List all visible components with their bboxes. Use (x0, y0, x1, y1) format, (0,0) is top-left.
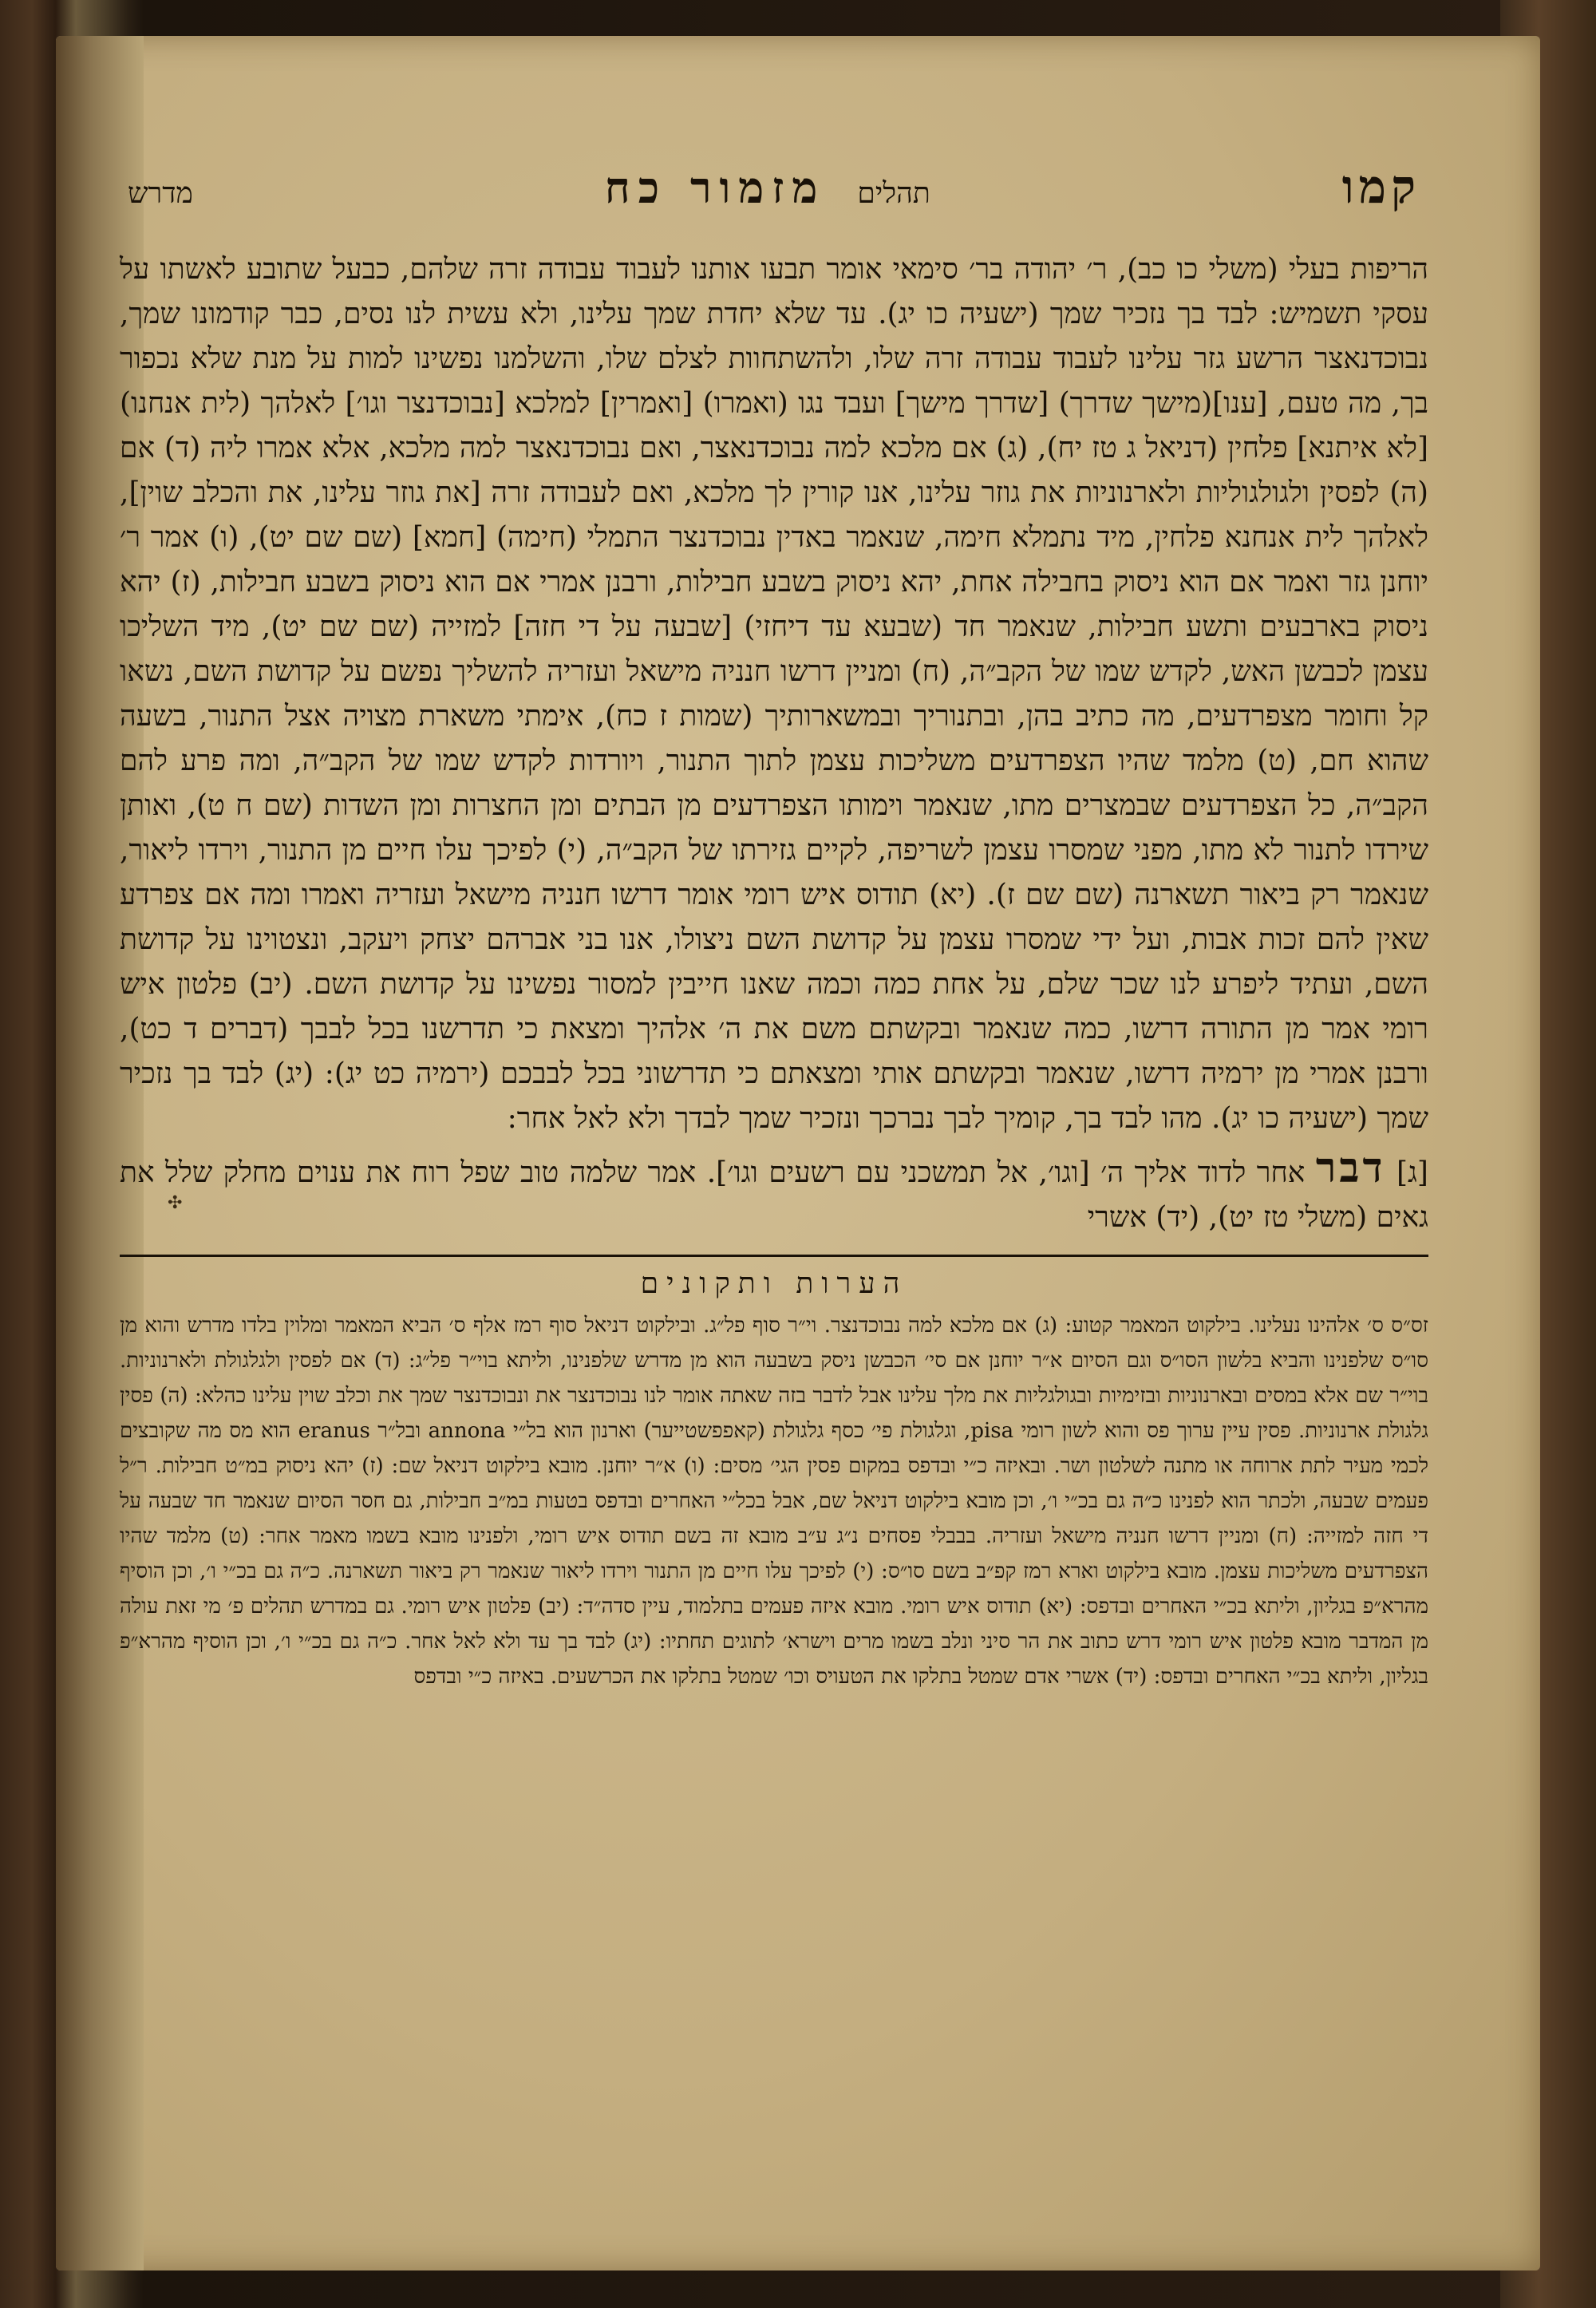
folio-number: קמו (1341, 160, 1420, 214)
running-head (120, 160, 1428, 231)
psalm-title: מזמור כח (604, 162, 826, 213)
notes-title: הערות ותקונים (640, 1267, 908, 1300)
section-number: [ג] (1396, 1156, 1428, 1189)
notes-divider (120, 1255, 1428, 1257)
margin-mark: ✣ (168, 1193, 183, 1213)
book-title: תהלים (857, 177, 930, 210)
midrash-main-text: הריפות בעלי (משלי כו כב), ר׳ יהודה בר׳ סימאי אומר תבעו אותנו לעבוד עבודה זרה שלהם, כבעל שתובע לאשתו על עסקי תשמיש: לבד בך נזכיר שמך (ישעיה כו יג). עד שלא יחדת שמך עלינו, ולא עשית לנו נסים, כבר קודמונו שמך, נבוכדנאצר הרשע גזר עלינו לעבוד עבודה זרה שלו, ולהשתחוות לצלם שלו, והשלמנו נפשינו למות על מנת שלא נכפור בך, מה טעם, [ענו](מישך שדרך) [שדרך מישך] ועבד נגו (ואמרו) [ואמרין] למלכא [נבוכדנצר וגו׳] לאלהך (לית אנחנו) [לא איתנא] פלחין (דניאל ג טז יח), (ג) אם מלכא למה נבוכדנאצר, ואם נבוכדנאצר למה מלכא, אלא אמרו ליה (ד) אם (ה) לפסין ולגולגוליות ולארנוניות את גוזר עלינו, אנו קורין לך מלכא, ואם לעבודה זרה [את גוזר עלינו, את והכלב שוין], לאלהך לית אנחנא פלחין, מיד נתמלא חימה, שנאמר באדין נבוכדנצר התמלי (חימה) [חמא] (שם שם יט), (ו) אמר ר׳ יוחנן גזר ואמר אם הוא ניסוק בחבילה אחת, יהא ניסוק בשבע חבילות, ורבנן אמרי אם הוא ניסוק בשבע חבילות, (ז) יהא ניסוק בארבעים ותשע חבילות, שנאמר חד (שבעא עד דיחזי) [שבעה על די חזה] למזייה (שם שם יט), מיד השליכו עצמן לכבשן האש, לקדש שמו של הקב״ה, (ח) ומניין דרשו חנניה מישאל ועזריה להשליך נפשם על קדושת השם, נשאו קל וחומר מצפרדעים, מה כתיב בהן, ובתנוריך ובמשארותיך (שמות ז כח), אימתי משארת מצויה אצל התנור, בשעה שהוא חם, (ט) מלמד שהיו הצפרדעים משליכות עצמן לתוך התנור, ויורדות לקדש שמו של הקב״ה, ומה פרע להם הקב״ה, כל הצפרדעים שבמצרים מתו, שנאמר וימותו הצפרדעים מן הבתים ומן החצרות ומן השדות (שם ח ט), ואותן שירדו לתנור לא מתו, מפני שמסרו עצמן לשריפה, לקיים גזירתו של הקב״ה, (י) לפיכך עלו חיים מן התנור, וירדו ליאור, שנאמר רק ביאור תשארנה (שם שם ז). (יא) תודוס איש רומי אומר דרשו חנניה מישאל ועזריה ואמרו ומה אם צפרדע שאין להם זכות אבות, ועל ידי שמסרו עצמן על קדושת השם ניצולו, אנו בני אברהם יצחק ויעקב, ונצטוינו על קדושת השם, ועתיד ליפרע לנו שכר שלם, על אחת כמה וכמה שאנו חייבין למסור נפשינו על קדושת השם. (יב) פלטון איש רומי אמר מן התורה דרשו, כמה שנאמר ובקשתם משם את ה׳ אלהיך ומצאת כי תדרשנו בכל לבבך (דברים ד כט), ורבנן אמרי מן ירמיה דרשו, שנאמר ובקשתם אותי ומצאתם כי תדרשוני בכל לבבכם (ירמיה כט יג): (יג) לבד בך נזכיר שמך (ישעיה כו יג). מהו לבד בך, קומיך לבך נברכך ונזכיר שמך לבדך ולא לאל אחר: (120, 253, 1429, 1135)
notes-text: זס״ס ס׳ אלהינו נעלינו. בילקוט המאמר קטוע: (ג) אם מלכא למה נבוכדנצר. וי״ר סוף פל״ג. ובילקוט דניאל סוף רמז אלף ס׳ הביא המאמר ומלוין בלדו מדרש והוא מן סו״ס שלפנינו והביא בלשון הסו״ס וגם הסיום א״ר יוחנן אם סי׳ הכבשן ניסק בשבעה הוא מן מדרש שלפנינו, וליתא בוי״ר פל״ג: (ד) אם לפסין ולגלגולת ולארנוניות. בוי״ר שם אלא במסים ובארנוניות ובזימיות ובגולגליות את מלך עלינו אבל לדבר בזה שאתה אומר לנו נבוכדנצר את ונבוכדנצר שמך את וכלב שוין עלינו כהלא: (ה) פסין גלגולת ארנוניות. פסין עיין ערוך פס והוא לשון רומי pisa, וגלגולת פי׳ כסף גלגולת (קאפפשטייער) וארנון הוא בל״י annona ובל״ר eranus הוא מס מה שקובצים לכמי מעיר לתת ארוחה או מתנה לשלטון ושר. ובאיזה כ״י ובדפס במקום פסין הגי׳ מסים: (ו) א״ר יוחנן. מובא בילקוט דניאל שם: (ז) יהא ניסוק במ״ט חבילות. ר״ל פעמים שבעה, ולכתר הוא לפנינו כ״ה גם בכ״י ו׳, וכן מובא בילקוט דניאל שם, אבל בכל״י האחרים ובדפס בטעות במ״ב חבילות, גם חסר הסיום שנאמר חד שבעה על די חזה למזייה: (ח) ומניין דרשו חנניה מישאל ועזריה. בבבלי פסחים נ״ג ע״ב מובא זה בשם תודוס איש רומי, ולפנינו מובא בשמו מאמר אחר: (ט) מלמד שהיו הצפרדעים משליכות עצמן. מובא בילקוט וארא רמז קפ״ב בשם סו״ס: (י) לפיכך עלו חיים מן התנור וירדו ליאור שנאמר רק ביאור תשארנה. כ״ה גם בכ״י ו׳, וכן הוסיף מהרא״פ בגליון, וליתא בכ״י האחרים ובדפס: (יא) תודוס איש רומי. מובא איזה פעמים בתלמוד, עיין סדה״ד: (יב) פלטון איש רומי. גם במדרש תהלים פ׳ מי זאת עולה מן המדבר מובא פלטון איש רומי דרש כתוב את הר סיני ונלב בשמו מרים וישרא׳ לתוגים תחתיו: (יג) לבד בך עד ולא לאל אחר. כ״ה גם בכ״י ו׳, וכן הוסיף מהרא״פ בגליון, וליתא בכ״י האחרים ובדפס: (יד) אשרי אדם שמטל בתלקו את הטעויס וכו׳ שמטל בתלקו את הכרשעים. באיזה כ״י ובדפס (120, 1314, 1428, 1689)
running-head-center (605, 162, 930, 213)
work-title: מדרש (128, 177, 193, 210)
section-lead-word: דבר (1315, 1144, 1386, 1192)
section-lead-text: אחר לדוד אליך ה׳ [וגו׳, אל תמשכני עם רשעים וגו׳]. אמר שלמה טוב שפל רוח את ענוים מחלק שלל את גאים (משלי טז יט), (יד) אשרי (120, 1156, 1428, 1234)
new-section-paragraph (120, 1146, 1428, 1240)
page-text-block (120, 160, 1428, 1694)
